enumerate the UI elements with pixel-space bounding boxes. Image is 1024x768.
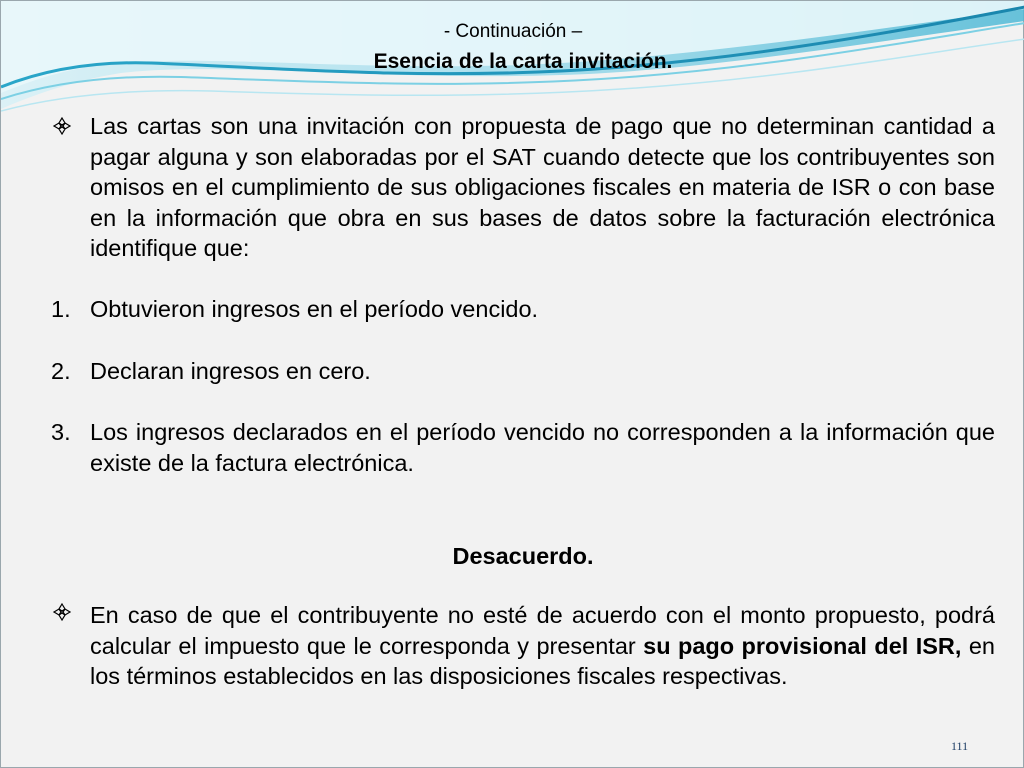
list-item-2: Declaran ingresos en cero. [90, 358, 371, 384]
list-item-1: Obtuvieron ingresos en el período vencido. [90, 296, 539, 322]
list-marker-1: 1. [51, 296, 71, 322]
page-number: 111 [951, 739, 969, 753]
list-marker-3: 3. [51, 419, 71, 445]
intro-paragraph: Las cartas son una invitación con propuesta de pago que no determinan cantidad a pagar alguna y son elaboradas por el SAT cuando detecte que los contribuyentes son omisos en el cumplimiento de sus obligaciones fiscales en materia de ISR o con base en la información que obra en sus bases de datos sobre la facturación electrónica identifique que: [90, 113, 995, 261]
diamond-bullet-icon [53, 117, 71, 135]
disagreement-paragraph [90, 600, 995, 692]
disagreement-heading: Desacuerdo. [452, 543, 594, 569]
list-marker-2: 2. [51, 358, 71, 384]
disagreement-text-after: en los términos establecidos en las disposiciones fiscales respectivas. [90, 632, 995, 689]
disagreement-text-before: En caso de que el contribuyente no esté de acuerdo con el monto propuesto, podrá calcular el impuesto que le corresponda y presentar [90, 602, 995, 659]
slide-title: Esencia de la carta invitación. [373, 50, 673, 73]
list-item-3: Los ingresos declarados en el período vencido no corresponden a la información que existe de la factura electrónica. [90, 419, 995, 476]
slide-subtitle: - Continuación – [443, 21, 583, 42]
diamond-bullet-icon [53, 603, 71, 621]
disagreement-text-bold: su pago provisional del ISR, [643, 632, 962, 659]
